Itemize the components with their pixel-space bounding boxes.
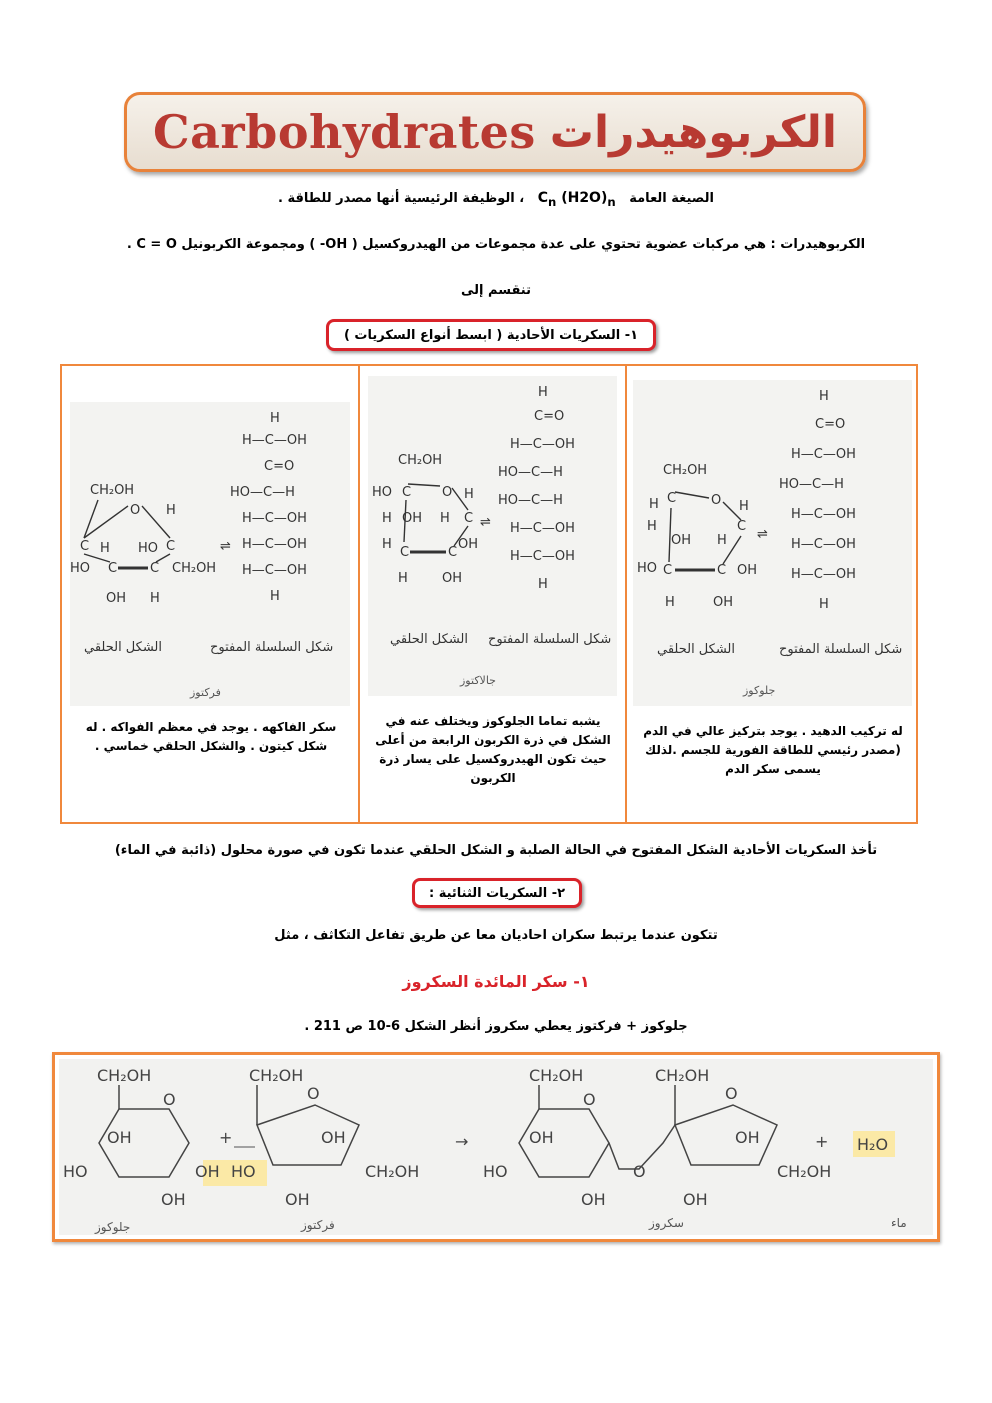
svg-text:C: C bbox=[667, 491, 677, 506]
galactose-name: جالاكتوز bbox=[460, 674, 496, 687]
svg-text:HO—C—H: HO—C—H bbox=[230, 485, 295, 500]
svg-text:H—C—OH: H—C—OH bbox=[242, 537, 307, 552]
svg-text:CH₂OH: CH₂OH bbox=[398, 453, 443, 468]
oh-label: OH bbox=[581, 1190, 606, 1209]
sucrose-reaction-figure bbox=[59, 1059, 933, 1235]
glucose-chain-label: شكل السلسلة المفتوح bbox=[779, 642, 903, 657]
title-arabic: الكربوهيدرات bbox=[549, 106, 837, 158]
svg-text:⇌: ⇌ bbox=[757, 527, 768, 542]
svg-text:C: C bbox=[80, 539, 90, 554]
svg-text:H—C—OH: H—C—OH bbox=[242, 433, 307, 448]
glucose-description: له تركيب الدهيد . يوجد بتركيز عالي في الدم (مصدر رئيسي للطاقة الفورية للجسم .لذلك يسمى سكر الدم bbox=[643, 724, 903, 776]
sucrose-fructose-ring bbox=[675, 1105, 777, 1165]
svg-text:HO—C—H: HO—C—H bbox=[779, 477, 844, 492]
fructose-structure bbox=[70, 402, 350, 706]
monosaccharides-heading: ١- السكريات الأحادية ( ابسط أنواع السكريات ) bbox=[326, 319, 656, 351]
svg-text:OH: OH bbox=[671, 533, 692, 548]
svg-text:OH: OH bbox=[106, 591, 127, 606]
sucrose-equation: جلوكوز + فركتوز يعطي سكروز أنظر الشكل 6-10 ص 211 . bbox=[304, 1019, 688, 1034]
fructose-figure bbox=[70, 402, 350, 706]
svg-text:H—C—OH: H—C—OH bbox=[791, 567, 856, 582]
ch2oh-label: CH₂OH bbox=[777, 1162, 832, 1181]
ch2oh-label: CH₂OH bbox=[365, 1162, 420, 1181]
divided-into-line: تنقسم إلى bbox=[461, 283, 531, 298]
svg-text:H: H bbox=[649, 497, 659, 512]
oxygen-label: O bbox=[307, 1084, 320, 1103]
ch2oh-label: CH₂OH bbox=[97, 1066, 152, 1085]
water-caption: ماء bbox=[891, 1216, 907, 1230]
svg-text:HO: HO bbox=[70, 561, 91, 576]
disaccharides-formation: تتكون عندما يرتبط سكران احاديان معا عن طريق تفاعل التكاثف ، مثل bbox=[274, 928, 718, 943]
svg-text:C=O: C=O bbox=[264, 459, 295, 474]
svg-text:H—C—OH: H—C—OH bbox=[791, 537, 856, 552]
galactose-figure bbox=[368, 376, 617, 696]
svg-text:C: C bbox=[464, 511, 474, 526]
fructose-caption: فركتوز bbox=[301, 1218, 335, 1232]
svg-text:CH₂OH: CH₂OH bbox=[172, 561, 217, 576]
svg-text:H: H bbox=[717, 533, 727, 548]
svg-text:⇌: ⇌ bbox=[220, 539, 231, 554]
svg-text:C: C bbox=[400, 545, 410, 560]
monosaccharides-table bbox=[60, 364, 918, 824]
galactose-description: يشبه تماما الجلوكوز ويختلف عنه في الشكل في ذرة الكربون الرابعة من أعلى حيث تكون الهيدروكسيل على يسار ذرة الكربون bbox=[375, 714, 611, 785]
svg-text:H: H bbox=[382, 511, 392, 526]
oh-label: OH bbox=[321, 1128, 346, 1147]
ho-label: HO bbox=[483, 1162, 508, 1181]
glucose-cell bbox=[627, 366, 918, 822]
ch2oh-label: CH₂OH bbox=[655, 1066, 710, 1085]
galactose-cell bbox=[360, 366, 625, 822]
sucrose-reaction bbox=[59, 1059, 933, 1235]
svg-text:H: H bbox=[739, 499, 749, 514]
svg-text:⇌: ⇌ bbox=[480, 515, 491, 530]
ho-label: HO bbox=[63, 1162, 88, 1181]
svg-text:C: C bbox=[402, 485, 412, 500]
svg-text:C: C bbox=[448, 545, 458, 560]
plus-sign: + bbox=[815, 1132, 829, 1151]
svg-text:HO: HO bbox=[138, 541, 159, 556]
svg-text:OH: OH bbox=[402, 511, 423, 526]
oxygen-label: O bbox=[163, 1090, 176, 1109]
ch2oh-label: CH₂OH bbox=[249, 1066, 304, 1085]
bridge-oxygen: O bbox=[633, 1162, 646, 1181]
svg-text:H: H bbox=[166, 503, 176, 518]
general-formula: $C_n$ $(H2O)_n$ bbox=[537, 190, 616, 209]
svg-text:H: H bbox=[464, 487, 474, 502]
svg-text:H: H bbox=[270, 589, 280, 604]
svg-text:CH₂OH: CH₂OH bbox=[663, 463, 708, 478]
svg-text:C: C bbox=[108, 561, 118, 576]
glucose-structure bbox=[633, 380, 912, 706]
fructose-description: سكر الفاكهه . يوجد في معظم الفواكه . له شكل كيتون . والشكل الحلقي خماسي . bbox=[85, 720, 337, 753]
oxygen-label: O bbox=[725, 1084, 738, 1103]
svg-text:H: H bbox=[440, 511, 450, 526]
svg-text:H: H bbox=[270, 411, 280, 426]
svg-text:C: C bbox=[150, 561, 160, 576]
definition-line: الكربوهيدرات : هي مركبات عضوية تحتوي على عدة مجموعات من الهيدروكسيل ( OH- ) ومجموعة الكربونيل C = O . bbox=[126, 237, 866, 252]
svg-text:C: C bbox=[166, 539, 176, 554]
glucose-figure bbox=[633, 380, 912, 706]
oh-label: OH bbox=[161, 1190, 186, 1209]
formula-line bbox=[0, 190, 992, 209]
svg-text:OH: OH bbox=[458, 537, 479, 552]
svg-text:HO: HO bbox=[637, 561, 658, 576]
oh-label: OH bbox=[285, 1190, 310, 1209]
oxygen-label: O bbox=[583, 1090, 596, 1109]
svg-text:O: O bbox=[130, 503, 141, 518]
formula-function: ، الوظيفة الرئيسية أنها مصدر للطاقة . bbox=[278, 191, 525, 206]
svg-text:H—C—OH: H—C—OH bbox=[242, 563, 307, 578]
title-english: Carbohydrates bbox=[153, 105, 536, 159]
svg-text:O: O bbox=[442, 485, 453, 500]
svg-text:H—C—OH: H—C—OH bbox=[791, 447, 856, 462]
svg-text:H: H bbox=[819, 597, 829, 612]
fructose-name: فركتوز bbox=[190, 686, 221, 699]
svg-text:H: H bbox=[398, 571, 408, 586]
svg-text:H: H bbox=[100, 541, 110, 556]
svg-text:H: H bbox=[819, 389, 829, 404]
disaccharides-heading: ٢- السكريات الثنائية : bbox=[412, 878, 582, 908]
svg-text:H: H bbox=[382, 537, 392, 552]
sucrose-title: ١- سكر المائدة السكروز bbox=[402, 972, 590, 991]
svg-text:H: H bbox=[665, 595, 675, 610]
oh-label: OH bbox=[683, 1190, 708, 1209]
glucose-ring-label: الشكل الحلقي bbox=[657, 642, 736, 657]
reaction-arrow: → bbox=[455, 1132, 469, 1151]
fructose-cell bbox=[62, 366, 358, 822]
svg-text:H—C—OH: H—C—OH bbox=[242, 511, 307, 526]
svg-text:HO—C—H: HO—C—H bbox=[498, 493, 563, 508]
galactose-structure bbox=[368, 376, 617, 696]
fructose-chain-label: شكل السلسلة المفتوح bbox=[210, 640, 334, 655]
svg-text:HO: HO bbox=[372, 485, 393, 500]
svg-text:OH: OH bbox=[737, 563, 758, 578]
svg-text:C: C bbox=[717, 563, 727, 578]
ho-label: HO bbox=[231, 1162, 256, 1181]
glucose-caption: جلوكوز bbox=[95, 1220, 131, 1234]
plus-sign: + bbox=[219, 1128, 233, 1147]
svg-text:H—C—OH: H—C—OH bbox=[510, 549, 575, 564]
svg-text:C=O: C=O bbox=[815, 417, 846, 432]
svg-text:OH: OH bbox=[442, 571, 463, 586]
monosaccharides-note: تأخذ السكريات الأحادية الشكل المفتوح في الحالة الصلبة و الشكل الحلقي عندما تكون في صورة محلول (ذائبة في الماء) bbox=[114, 843, 878, 858]
title-banner bbox=[124, 92, 866, 172]
sucrose-reaction-frame bbox=[52, 1052, 940, 1242]
oh-label: OH bbox=[195, 1162, 220, 1181]
svg-text:O: O bbox=[711, 493, 722, 508]
svg-text:H—C—OH: H—C—OH bbox=[791, 507, 856, 522]
svg-text:HO—C—H: HO—C—H bbox=[498, 465, 563, 480]
ch2oh-label: CH₂OH bbox=[529, 1066, 584, 1085]
svg-text:H: H bbox=[538, 385, 548, 400]
svg-text:CH₂OH: CH₂OH bbox=[90, 483, 135, 498]
svg-text:OH: OH bbox=[713, 595, 734, 610]
oh-label: OH bbox=[107, 1128, 132, 1147]
oh-label: OH bbox=[735, 1128, 760, 1147]
oh-label: OH bbox=[529, 1128, 554, 1147]
water-formula: H₂O bbox=[857, 1135, 889, 1154]
svg-text:H—C—OH: H—C—OH bbox=[510, 521, 575, 536]
formula-label: الصيغة العامة bbox=[629, 191, 714, 206]
svg-text:C: C bbox=[663, 563, 673, 578]
svg-text:C=O: C=O bbox=[534, 409, 565, 424]
sucrose-caption: سكروز bbox=[649, 1216, 684, 1230]
svg-text:H—C—OH: H—C—OH bbox=[510, 437, 575, 452]
galactose-chain-label: شكل السلسلة المفتوح bbox=[488, 632, 612, 647]
fructose-ring-label: الشكل الحلقي bbox=[84, 640, 163, 655]
svg-text:H: H bbox=[150, 591, 160, 606]
svg-text:C: C bbox=[737, 519, 747, 534]
svg-text:H: H bbox=[538, 577, 548, 592]
glucose-name: جلوكوز bbox=[743, 684, 776, 697]
svg-text:H: H bbox=[647, 519, 657, 534]
galactose-ring-label: الشكل الحلقي bbox=[390, 632, 469, 647]
